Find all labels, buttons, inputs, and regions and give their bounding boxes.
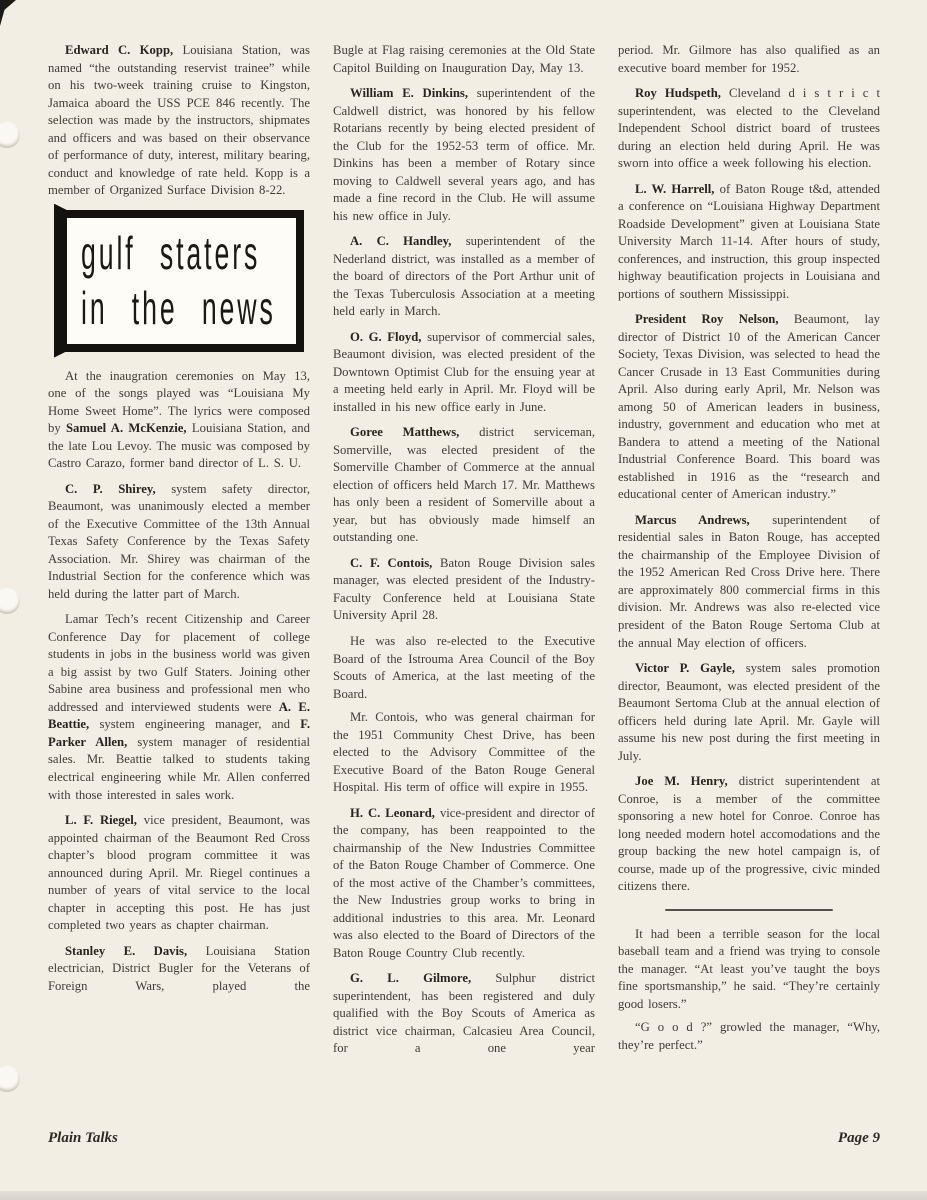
- person-name-lead: Goree Matthews,: [350, 425, 480, 440]
- paragraph-text: Louisiana Station, and the late Lou Levoy. The music was composed by Castro Carazo, former band director of L. S. U.: [48, 421, 310, 471]
- paragraph-text: system safety director, Beaumont, was unanimously elected a member of the Executive Committee of the 13th Annual Texas Safety Conference by the Texas Safety Association. Mr. Shirey was chairman of the Industrial Section for the conference which was held during the latter part of March.: [48, 481, 310, 601]
- publication-title: Plain Talks: [48, 1130, 118, 1146]
- paragraph-text: Beaumont, lay director of District 10 of the American Cancer Society, Texas Division, was selected to head the Cancer Crusade in 13 East Communities during April. Also during early April, Mr. Nelson was among 50 of American leaders in business, industry, government and education who met at Bandera to attend a meeting of the National Industrial Conference Board. This board was established in 1916 as the “research and educational center of American industry.”: [618, 312, 880, 502]
- paragraph-text: vice-president and director of the company, has been reappointed to the chairmanship of the New Industries Committee of the Baton Rouge Chamber of Commerce. One of the most active of the Chamber’s committees, the New Industries group works to bring in additional industries to this area. Mr. Leonard was also elected to the Board of Directors of the Baton Rouge Country Club recently.: [333, 805, 595, 960]
- paragraph-text: At the inaugration ceremonies on May 13, one of the songs played was “Louisiana My Home Sweet Home”. The lyrics were composed by: [48, 368, 310, 436]
- punch-hole: [0, 122, 20, 148]
- paragraph-text: It had been a terrible season for the local baseball team and a friend was trying to console the manager. “At least you’ve taught the boys fine sportsmanship,” he said. “They’re certainly good losers.”: [618, 926, 880, 1011]
- person-name-lead: President Roy Nelson,: [635, 312, 794, 327]
- paragraph: [48, 481, 310, 604]
- section-divider: [665, 909, 833, 911]
- paragraph-text: Mr. Contois, who was general chairman for the 1951 Community Chest Drive, has been elected to the Advisory Committee of the Executive Board of the Baton Rouge General Hospital. His term of office will expire in 1955.: [333, 710, 595, 795]
- paragraph-text: Baton Rouge Division sales manager, was elected president of the Industry-Faculty Conference held at Louisiana State University April 28.: [333, 555, 595, 623]
- paragraph: [333, 329, 595, 417]
- person-name-lead: G. L. Gilmore,: [350, 971, 496, 986]
- paragraph-text: Cleveland d i s t r i c t superintendent, was elected to the Cleveland Independent School district board of trustees during an election held during April. He was sworn into office a week following his election.: [618, 86, 880, 171]
- paragraph: [48, 812, 310, 935]
- paragraph: [333, 633, 595, 703]
- paragraph: [618, 85, 880, 173]
- paragraph-text: Louisiana Station, was named “the outstanding reservist trainee” while on his two-week training cruise to Kingston, Jamaica aboard the USS PCE 846 recently. The selection was made by the instructors, shipmates and officers and was based on their observance of performance of duty, interest, military bearing, conduct and knowledge of rate held. Kopp is a member of Organized Surface Division 8-22.: [48, 43, 310, 198]
- paragraph: [618, 660, 880, 765]
- punch-hole: [0, 1066, 20, 1092]
- paragraph: [333, 424, 595, 547]
- paragraph-text: of Baton Rouge t&d, attended a conference on “Louisiana Highway Department Roadside Development” given at Louisiana State University March 11-14. After hours of study, conferences, and instruction, this group inspected highway beautification projects in Louisiana and portions of southern Mississippi.: [618, 181, 880, 301]
- scan-corner-artifact: [0, 0, 16, 26]
- person-name-lead: A. E. Beattie,: [48, 699, 310, 732]
- scan-bottom-edge: [0, 1191, 927, 1200]
- paragraph: [618, 773, 880, 896]
- masthead-gulf-staters-in-the-news: [54, 210, 304, 352]
- person-name-lead: Roy Hudspeth,: [635, 86, 729, 101]
- person-name-lead: Joe M. Henry,: [635, 774, 739, 789]
- paragraph-text: Lamar Tech’s recent Citizenship and Career Conference Day for placement of college students in jobs in the business world was given a big assist by two Gulf Staters. Joining other Sabine area business and professional men who addressed and interviewed students were: [48, 612, 310, 714]
- paragraph: [48, 42, 310, 200]
- person-name-lead: A. C. Handley,: [350, 234, 466, 249]
- paragraph: [618, 512, 880, 652]
- person-name-lead: Edward C. Kopp,: [65, 43, 183, 57]
- paragraph-text: supervisor of commercial sales, Beaumont division, was elected president of the Downtown Optimist Club for the ensuing year at a meeting held early in April. Mr. Floyd will be installed in his new office early in June.: [333, 329, 595, 414]
- paragraph: [48, 611, 310, 804]
- column-left: [48, 42, 310, 1134]
- masthead-line-2: in the news: [81, 281, 276, 334]
- paragraph-text: system manager of residential sales. Mr. Beattie talked to students taking electrical engineering while Mr. Allen conferred with those interested in sales work.: [48, 734, 310, 802]
- paragraph: [333, 970, 595, 1058]
- column-right: [618, 42, 880, 1134]
- paragraph-text: Louisiana Station electrician, District Bugler for the Veterans of Foreign Wars, played the: [48, 943, 310, 993]
- paragraph: [333, 85, 595, 225]
- paragraph-text: district serviceman, Somerville, was elected president of the Somerville Chamber of Commerce at the annual election of officers held March 17. Mr. Matthews has only been a resident of Somerville about a year, but has obviously made himself an outstanding one.: [333, 425, 595, 545]
- person-name-lead: Samuel A. McKenzie,: [66, 421, 192, 436]
- paragraph: [618, 42, 880, 77]
- paragraph: [618, 926, 880, 1014]
- paragraph: [618, 181, 880, 304]
- paragraph: [48, 368, 310, 473]
- paragraph-text: system engineering manager, and: [99, 717, 301, 732]
- paragraph-text: vice president, Beaumont, was appointed chairman of the Beaumont Red Cross chapter’s blood program committee it was announced during April. Mr. Riegel continues a number of years of vital service to the local chapter in accepting this post. He has just completed two years as chapter chairman.: [48, 813, 310, 933]
- paragraph-text: superintendent of the Nederland district, was installed as a member of the board of directors of the Port Arthur unit of the Texas Tuberculosis Association at a meeting held early in March.: [333, 234, 596, 319]
- person-name-lead: F. Parker Allen,: [48, 717, 310, 749]
- article-columns: [48, 42, 880, 1134]
- person-name-lead: H. C. Leonard,: [350, 805, 440, 820]
- paragraph: [333, 709, 595, 797]
- paragraph: [333, 555, 595, 625]
- person-name-lead: L. F. Riegel,: [65, 813, 144, 828]
- masthead-frame: [56, 210, 304, 352]
- paragraph-text: superintendent of residential sales in Baton Rouge, has accepted the chairmanship of the Employee Division of the 1952 American Red Cross Drive here. There are approximately 800 commercial firms in this division. Mr. Andrews was also re-elected vice president of the Baton Rouge Sertoma Club at the annual May election of officers.: [618, 512, 880, 650]
- person-name-lead: Stanley E. Davis,: [65, 943, 206, 958]
- paragraph-text: He was also re-elected to the Executive Board of the Istrouma Area Council of the Boy Scouts of America, at the last meeting of the Board.: [333, 633, 595, 701]
- paragraph: [333, 805, 595, 963]
- paragraph: [333, 42, 595, 77]
- person-name-lead: C. P. Shirey,: [65, 481, 172, 496]
- paragraph: [618, 1019, 880, 1054]
- page-number: Page 9: [837, 1130, 880, 1146]
- paragraph-text: period. Mr. Gilmore has also qualified as an executive board member for 1952.: [618, 43, 880, 75]
- person-name-lead: O. G. Floyd,: [350, 329, 428, 344]
- paragraph: [48, 943, 310, 996]
- paragraph: [333, 233, 595, 321]
- column-middle: [333, 42, 595, 1134]
- punch-hole: [0, 588, 20, 614]
- person-name-lead: Victor P. Gayle,: [635, 661, 746, 676]
- paragraph-text: Sulphur district superintendent, has been registered and duly qualified with the Boy Scouts of America as district vice chairman, Calcasieu Area Council, for a one year: [333, 971, 595, 1056]
- paragraph-text: district superintendent at Conroe, is a member of the committee sponsoring a new hotel for Conroe. Conroe has long needed modern hotel accomodations and the group backing the new hotel campaign is, of course, made up of the progressive, civic minded citizens there.: [618, 774, 880, 894]
- page-footer: [48, 1130, 880, 1147]
- paragraph-text: system sales promotion director, Beaumont, was elected president of the Beaumont Sertoma Club at the annual election of officers held during late April. Mr. Gayle will assume his new post during the first meeting in July.: [618, 661, 880, 763]
- paragraph-text: superintendent of the Caldwell district, was honored by his fellow Rotarians recently by being elected president of the Club for the 1952-53 term of office. Mr. Dinkins has been a member of Rotary since moving to Caldwell several years ago, and has made a fine record in the Club. He will assume his new office in July.: [333, 86, 595, 223]
- masthead-line-1: gulf staters: [81, 226, 261, 279]
- person-name-lead: Marcus Andrews,: [635, 512, 773, 527]
- paragraph: [618, 311, 880, 504]
- person-name-lead: C. F. Contois,: [350, 555, 441, 570]
- paragraph-text: Bugle at Flag raising ceremonies at the Old State Capitol Building on Inauguration Day, May 13.: [333, 43, 595, 75]
- person-name-lead: L. W. Harrell,: [635, 181, 720, 196]
- person-name-lead: William E. Dinkins,: [350, 86, 477, 101]
- paragraph-text: “G o o d ?” growled the manager, “Why, they’re perfect.”: [618, 1020, 880, 1052]
